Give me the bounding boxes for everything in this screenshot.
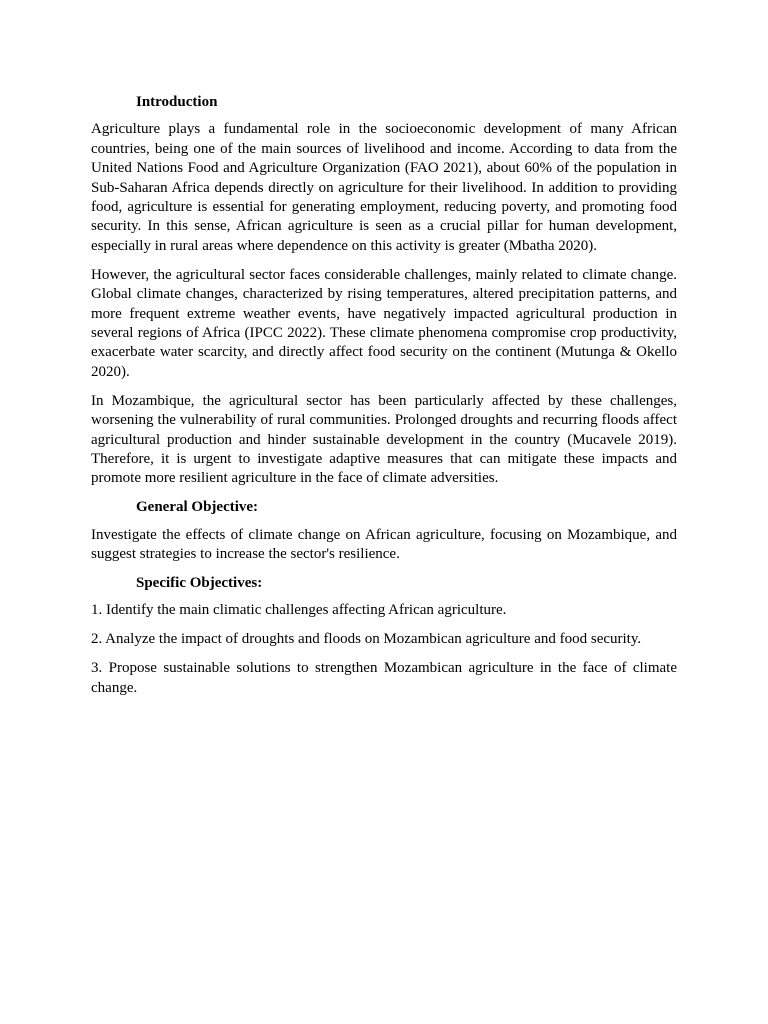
introduction-paragraph-3: In Mozambique, the agricultural sector has been particularly affected by these challenges, worsening the vulnerability of rural communities. Prolonged droughts and recurring floods affect agricultural production and hinder sustainable development in the country (Mucavele 2019). Therefore, it is urgent to investigate adaptive measures that can mitigate these impacts and promote more resilient agriculture in the face of climate adversities. <box>91 392 677 487</box>
document-body <box>91 93 677 707</box>
specific-objectives-heading: Specific Objectives: <box>136 574 263 591</box>
introduction-paragraph-2: However, the agricultural sector faces considerable challenges, mainly related to climate change. Global climate changes, characterized by rising temperatures, altered precipitation patterns, and more frequent extreme weather events, have negatively impacted agricultural production in several regions of Africa (IPCC 2022). These climate phenomena compromise crop productivity, exacerbate water scarcity, and directly affect food security on the continent (Mutunga & Okello 2020). <box>91 266 677 380</box>
specific-objective-item-3: 3. Propose sustainable solutions to strengthen Mozambican agriculture in the face of climate change. <box>91 660 677 696</box>
general-objective-heading: General Objective: <box>136 499 259 516</box>
introduction-paragraph-1: Agriculture plays a fundamental role in the socioeconomic development of many African countries, being one of the main sources of livelihood and income. According to data from the United Nations Food and Agriculture Organization (FAO 2021), about 60% of the population in Sub-Saharan Africa depends directly on agriculture for their livelihood. In addition to providing food, agriculture is essential for generating employment, reducing poverty, and promoting food security. In this sense, African agriculture is seen as a crucial pillar for human development, especially in rural areas where dependence on this activity is greater (Mbatha 2020). <box>91 121 677 254</box>
general-objective-text: Investigate the effects of climate change on African agriculture, focusing on Mozambique, and suggest strategies to increase the sector's resilience. <box>91 526 677 563</box>
specific-objective-item-2: 2. Analyze the impact of droughts and floods on Mozambican agriculture and food security. <box>91 631 642 648</box>
specific-objective-item-1: 1. Identify the main climatic challenges affecting African agriculture. <box>91 602 507 619</box>
introduction-heading: Introduction <box>136 94 218 110</box>
